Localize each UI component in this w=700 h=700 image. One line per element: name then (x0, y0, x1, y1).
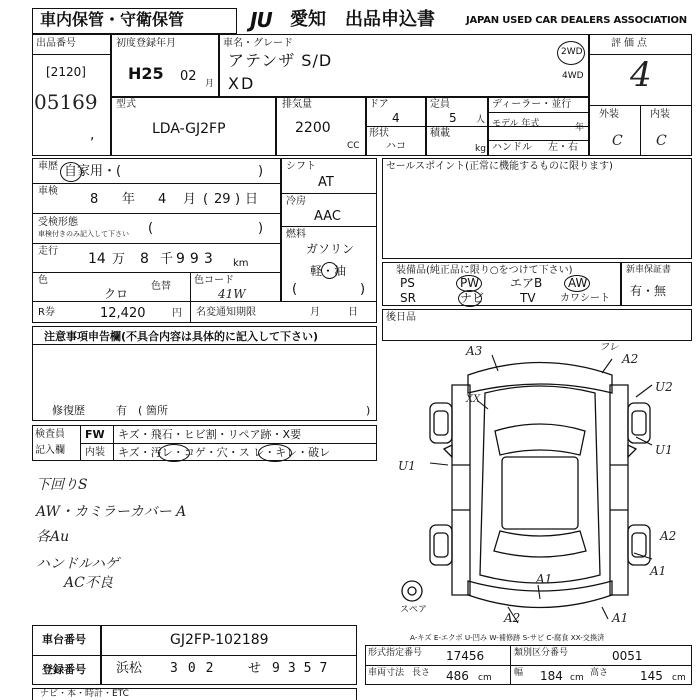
mark-u2-top: U2 (655, 380, 673, 394)
model-label: 型式 (116, 99, 136, 110)
interior-scuff-circle (258, 444, 292, 462)
doors-label: ドア (369, 99, 389, 110)
mileage-rest: 993 (176, 251, 218, 267)
first-reg-month: 02 (180, 69, 197, 84)
inspection-day-open: ( (203, 192, 209, 207)
interior-check-label: 内装 (85, 447, 105, 458)
kg-unit: kg (475, 144, 486, 154)
rear-items-label: 後日品 (386, 312, 416, 323)
score-value: 4 (630, 55, 652, 95)
receipt-close: ) (258, 221, 264, 236)
length-label: 長さ (412, 668, 431, 678)
repair-location-open: ( (138, 404, 143, 417)
org-name: 愛知 (290, 9, 326, 30)
drive-4wd: 4WD (562, 71, 584, 81)
color-label: 色 (38, 275, 48, 286)
exterior-grade: C (612, 133, 623, 149)
reg-kana: せ (248, 661, 262, 676)
listing-tick: , (90, 127, 95, 143)
doors-value: 4 (392, 111, 400, 125)
mark-xx: XX (466, 394, 481, 405)
note-3: 各Au (36, 529, 70, 545)
model-cat: 17456 (446, 649, 485, 663)
warranty-options: 有・無 (630, 284, 667, 298)
displacement-value: 2200 (295, 120, 331, 136)
history-value: 自家用・( (64, 164, 122, 179)
interior-items: キズ・汚レ・コゲ・穴・ス レ・キレ・破レ (118, 446, 331, 459)
fuel-options: 軽・油 (310, 264, 347, 278)
height-value: 145 (640, 669, 663, 683)
shape-label: 形状 (369, 128, 389, 139)
equipment-leather: カワシート (560, 293, 610, 304)
mark-a3: A3 (466, 344, 483, 358)
form-title: 出品申込書 (345, 9, 435, 30)
width-label: 幅 (514, 668, 524, 678)
fuel-value: ガソリン (306, 242, 355, 256)
repair-location-close: ) (366, 404, 371, 417)
equipment-tv: TV (520, 291, 536, 305)
sales-point-label: セールスポイント(正常に機能するものに限ります) (386, 161, 613, 172)
repair-label: 修復歴 (52, 404, 85, 417)
car-damage-diagram (390, 342, 690, 635)
reg-label: 登録番号 (42, 663, 86, 676)
color-code-label: 色コード (194, 275, 234, 286)
equipment-sr: SR (400, 291, 416, 305)
mileage-label: 走行 (38, 246, 58, 257)
recycle-value: 12,420 (100, 306, 146, 321)
ju-logo: JU (250, 8, 272, 32)
interior-grade: C (656, 133, 667, 149)
damage-legend: A-キズ E-エクボ U-凹み W-補修跡 S-サビ C-腐食 XX-交換済 (410, 633, 605, 642)
interior-label: 内装 (650, 109, 670, 120)
interior-dirt-circle (158, 444, 190, 462)
inspector-label-1: 検査員 (35, 429, 65, 440)
dims-label: 車両寸法 (368, 668, 405, 678)
history-close: ) (258, 164, 264, 179)
recycle-label: R券 (38, 307, 55, 318)
width-unit: cm (570, 673, 584, 683)
fuel-circle (321, 262, 338, 279)
chassis-number: GJ2FP-102189 (170, 632, 269, 648)
fuel-close: ) (360, 282, 366, 297)
listing-bracket-code: [2120] (46, 65, 86, 79)
spare-tire-icon (402, 581, 422, 601)
english-name: JAPAN USED CAR DEALERS ASSOCIATION (466, 15, 687, 26)
mark-a2-bottom: A1 (536, 572, 553, 586)
listing-number-label: 出品番号 (36, 38, 76, 49)
name-change-label: 名変通知期限 (196, 307, 256, 318)
shift-value: AT (318, 175, 334, 190)
new-warranty-label: 新車保証書 (626, 265, 672, 275)
color-change-label: 色替 (151, 281, 171, 292)
mark-a1-right: A1 (650, 564, 667, 578)
mark-u1-right: U1 (655, 443, 673, 457)
inspection-label: 車検 (38, 186, 58, 197)
ac-value: AAC (314, 209, 341, 224)
reg-class: 302 (170, 661, 224, 676)
inspection-day-unit: 日 (245, 192, 259, 207)
inspection-day-close: ) (235, 192, 241, 207)
inspection-day: 29 (214, 192, 231, 207)
mark-a2-bottom-right: A1 (612, 611, 629, 625)
note-4: ハンドルハゲ (36, 556, 120, 572)
steering-label: ハンドル (492, 142, 532, 153)
listing-number: 05169 (34, 90, 98, 114)
year-unit: 年 (575, 123, 585, 133)
car-name-label: 車名・グレード (223, 38, 293, 49)
equipment-airbag: エアB (510, 276, 543, 290)
equipment-label: 装備品(純正品に限り○をつけて下さい) (396, 265, 573, 276)
mark-a2-right: A2 (660, 529, 677, 543)
color-value: クロ (104, 287, 129, 301)
receipt-open: ( (148, 221, 154, 236)
name-change-day: 日 (348, 307, 358, 318)
listing-grid (32, 34, 692, 156)
equipment-navi: ナビ (460, 291, 485, 305)
bottom-strip-label: ナビ・本・時計・ETC (40, 689, 129, 699)
length-unit: cm (478, 673, 492, 683)
equipment-aw: AW (568, 276, 588, 290)
first-reg-month-unit: 月 (205, 79, 215, 89)
receipt-label: 受検形態 (38, 217, 78, 228)
car-name: アテンザ S/D (228, 51, 333, 70)
mark-u1-left: U1 (398, 459, 416, 473)
steering-options: 左・右 (548, 142, 578, 153)
height-label: 高さ (590, 668, 609, 678)
car-grade: XD (228, 74, 256, 93)
person-unit: 人 (476, 115, 486, 125)
height-unit: cm (672, 673, 686, 683)
score-label: 評価点 (611, 38, 650, 49)
length-value: 486 (446, 669, 469, 683)
ac-label: 冷房 (286, 196, 306, 207)
sales-point-box (382, 158, 692, 259)
mileage-sen: 8 (140, 251, 149, 267)
spare-label: スペア (400, 605, 428, 615)
model-cat-label: 形式指定番号 (368, 648, 423, 658)
equipment-pw: PW (460, 276, 480, 290)
equipment-ps: PS (400, 276, 415, 290)
inspection-month: 4 (158, 192, 167, 207)
model-value: LDA-GJ2FP (152, 121, 226, 137)
shape-value: ハコ (386, 141, 406, 152)
repair-value: 有 (116, 404, 127, 417)
fuel-open: ( (292, 282, 298, 297)
mileage-man: 14 (88, 251, 106, 267)
fw-items: キズ・飛石・ヒビ割・リペア跡・X要 (118, 428, 302, 441)
first-reg-label: 初度登録年月 (116, 38, 176, 49)
drive-2wd: 2WD (561, 47, 583, 57)
mileage-sen-unit: 千 (160, 252, 174, 267)
name-change-month: 月 (310, 307, 320, 318)
first-reg-era: H25 (128, 64, 164, 83)
exterior-label: 外装 (599, 109, 619, 120)
note-2: AW・カミラーカバー A (36, 504, 187, 520)
reg-area: 浜松 (116, 661, 143, 676)
km-unit: km (233, 258, 249, 269)
repair-location: 箇所 (146, 404, 168, 417)
mark-a1-bottom: A2 (504, 611, 521, 625)
note-5: AC不良 (64, 575, 113, 591)
remarks-label: 注意事項申告欄(不具合内容は具体的に記入して下さい) (44, 330, 319, 343)
rear-items-box (382, 309, 692, 341)
color-code: 41W (218, 287, 246, 301)
dealer-label: ディーラー・並行 (492, 99, 572, 110)
inspection-year: 8 (90, 192, 99, 207)
class-cat-label: 類別区分番号 (514, 648, 569, 658)
fw-label: FW (85, 428, 105, 441)
displacement-label: 排気量 (282, 99, 312, 110)
top-left-title: 車内保管・守衛保管 (40, 10, 185, 29)
inspector-label-2: 記入欄 (35, 445, 65, 456)
receipt-note: 車検付きのみ記入して下さい (38, 230, 129, 238)
mileage-man-unit: 万 (112, 252, 126, 267)
mark-a2-top: A2 (622, 352, 639, 366)
chassis-label: 車台番号 (42, 633, 86, 646)
reg-number: 9357 (272, 661, 336, 676)
shift-label: シフト (286, 161, 316, 172)
inspection-month-unit: 月 (183, 192, 197, 207)
mark-fure: フレ (599, 342, 619, 353)
wheel-icons (430, 403, 650, 565)
capacity-value: 5 (449, 111, 457, 125)
yen-unit: 円 (172, 308, 182, 319)
payload-label: 積載 (430, 128, 450, 139)
width-value: 184 (540, 669, 563, 683)
note-1: 下回りS (36, 477, 88, 493)
cc-unit: CC (347, 141, 360, 151)
inspection-year-unit: 年 (122, 192, 136, 207)
class-cat: 0051 (612, 649, 643, 663)
capacity-label: 定員 (430, 99, 450, 110)
fuel-label: 燃料 (286, 229, 306, 240)
history-label: 車歴 (38, 161, 58, 172)
model-year-label: モデル 年式 (492, 119, 540, 129)
